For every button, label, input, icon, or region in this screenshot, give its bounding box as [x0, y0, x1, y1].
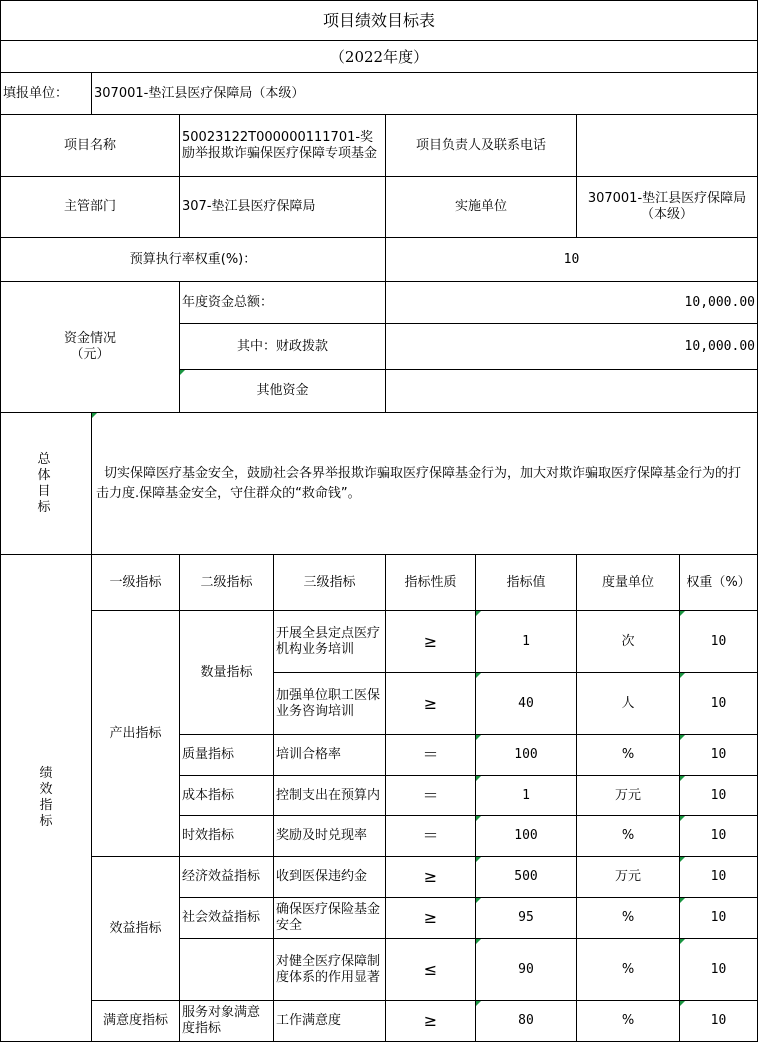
row-op: ≥	[385, 1000, 476, 1042]
row-op: ＝	[385, 815, 476, 857]
level2-economic: 经济效益指标	[179, 856, 274, 898]
project-contact-value	[576, 114, 758, 177]
level1-output: 产出指标	[91, 610, 180, 857]
level2-quantity: 数量指标	[179, 610, 274, 735]
row-value: 40	[475, 672, 577, 735]
row-op: ＝	[385, 775, 476, 816]
header-unit: 度量单位	[576, 554, 680, 611]
row-name: 确保医疗保险基金安全	[273, 897, 386, 939]
level1-benefit: 效益指标	[91, 856, 180, 1001]
row-op: ＝	[385, 734, 476, 776]
row-value: 500	[475, 856, 577, 898]
level1-satisfaction: 满意度指标	[91, 1000, 180, 1042]
row-name: 收到医保违约金	[273, 856, 386, 898]
cell-marker	[680, 816, 685, 821]
header-nature: 指标性质	[385, 554, 476, 611]
header-level3: 三级指标	[273, 554, 386, 611]
row-weight: 10	[679, 938, 758, 1001]
level2-quality: 质量指标	[179, 734, 274, 776]
row-value: 90	[475, 938, 577, 1001]
department-label: 主管部门	[0, 176, 180, 238]
row-value: 95	[475, 897, 577, 939]
header-weight: 权重（%）	[679, 554, 758, 611]
cell-marker	[92, 413, 97, 418]
row-unit: %	[576, 815, 680, 857]
department-value: 307-垫江县医疗保障局	[179, 176, 386, 238]
project-name-label: 项目名称	[0, 114, 180, 177]
project-contact-label: 项目负责人及联系电话	[385, 114, 577, 177]
budget-weight-label: 预算执行率权重(%)：	[0, 237, 386, 282]
cell-marker	[680, 673, 685, 678]
cell-marker	[476, 898, 481, 903]
implementing-unit-label: 实施单位	[385, 176, 577, 238]
sheet-title: 项目绩效目标表	[0, 0, 758, 41]
header-level2: 二级指标	[179, 554, 274, 611]
row-weight: 10	[679, 897, 758, 939]
row-unit: 万元	[576, 856, 680, 898]
row-unit: %	[576, 938, 680, 1001]
row-op: ≤	[385, 938, 476, 1001]
funds-other-label: 其他资金	[179, 369, 386, 413]
row-unit: 万元	[576, 775, 680, 816]
row-value: 100	[475, 734, 577, 776]
overall-goal-text: 切实保障医疗基金安全，鼓励社会各界举报欺诈骗取医疗保障基金行为，加大对欺诈骗取医疗保障基金行为的打击力度.保障基金安全，守住群众的“救命钱”。	[91, 412, 758, 555]
row-op: ≥	[385, 897, 476, 939]
cell-marker	[680, 857, 685, 862]
cell-marker	[476, 776, 481, 781]
cell-marker	[180, 370, 185, 375]
row-value: 1	[475, 610, 577, 673]
row-unit: 人	[576, 672, 680, 735]
funds-fiscal-label: 其中：财政拨款	[179, 323, 386, 370]
implementing-unit-value: 307001-垫江县医疗保障局（本级）	[576, 176, 758, 238]
row-name: 开展全县定点医疗机构业务培训	[273, 610, 386, 673]
cell-marker	[476, 939, 481, 944]
row-weight: 10	[679, 734, 758, 776]
overall-goal-label: 总体目标	[0, 412, 92, 555]
row-op: ≥	[385, 610, 476, 673]
header-level1: 一级指标	[91, 554, 180, 611]
project-name-value: 50023122T000000111701-奖励举报欺诈骗保医疗保障专项基金	[179, 114, 386, 177]
header-value: 指标值	[475, 554, 577, 611]
level2-cost: 成本指标	[179, 775, 274, 816]
row-weight: 10	[679, 672, 758, 735]
cell-marker	[476, 735, 481, 740]
cell-marker	[680, 776, 685, 781]
row-unit: %	[576, 1000, 680, 1042]
cell-marker	[680, 611, 685, 616]
cell-marker	[476, 1001, 481, 1006]
row-name: 控制支出在预算内	[273, 775, 386, 816]
row-unit: 次	[576, 610, 680, 673]
row-value: 1	[475, 775, 577, 816]
cell-marker	[476, 673, 481, 678]
row-unit: %	[576, 897, 680, 939]
level2-empty	[179, 938, 274, 1001]
level2-service-satisfaction: 服务对象满意度指标	[179, 1000, 274, 1042]
reporting-unit-label: 填报单位：	[0, 72, 92, 115]
row-weight: 10	[679, 775, 758, 816]
level2-social: 社会效益指标	[179, 897, 274, 939]
level2-timeliness: 时效指标	[179, 815, 274, 857]
row-value: 100	[475, 815, 577, 857]
reporting-unit-value: 307001-垫江县医疗保障局（本级）	[91, 72, 758, 115]
row-weight: 10	[679, 856, 758, 898]
row-weight: 10	[679, 610, 758, 673]
cell-marker	[476, 857, 481, 862]
budget-weight-value: 10	[385, 237, 758, 282]
cell-marker	[680, 1001, 685, 1006]
row-name: 加强单位职工医保业务咨询培训	[273, 672, 386, 735]
funds-other-value	[385, 369, 758, 413]
cell-marker	[680, 939, 685, 944]
funds-fiscal-value: 10,000.00	[385, 323, 758, 370]
row-name: 工作满意度	[273, 1000, 386, 1042]
sheet-year: （2022年度）	[0, 40, 758, 73]
row-name: 培训合格率	[273, 734, 386, 776]
cell-marker	[680, 898, 685, 903]
row-op: ≥	[385, 672, 476, 735]
row-unit: %	[576, 734, 680, 776]
row-value: 80	[475, 1000, 577, 1042]
cell-marker	[476, 816, 481, 821]
row-name: 对健全医疗保障制度体系的作用显著	[273, 938, 386, 1001]
row-weight: 10	[679, 815, 758, 857]
funds-label: 资金情况（元）	[0, 281, 180, 413]
row-op: ≥	[385, 856, 476, 898]
row-weight: 10	[679, 1000, 758, 1042]
row-name: 奖励及时兑现率	[273, 815, 386, 857]
cell-marker	[476, 611, 481, 616]
performance-label: 绩效指标	[0, 554, 92, 1042]
funds-total-label: 年度资金总额：	[179, 281, 386, 324]
funds-total-value: 10,000.00	[385, 281, 758, 324]
cell-marker	[680, 735, 685, 740]
